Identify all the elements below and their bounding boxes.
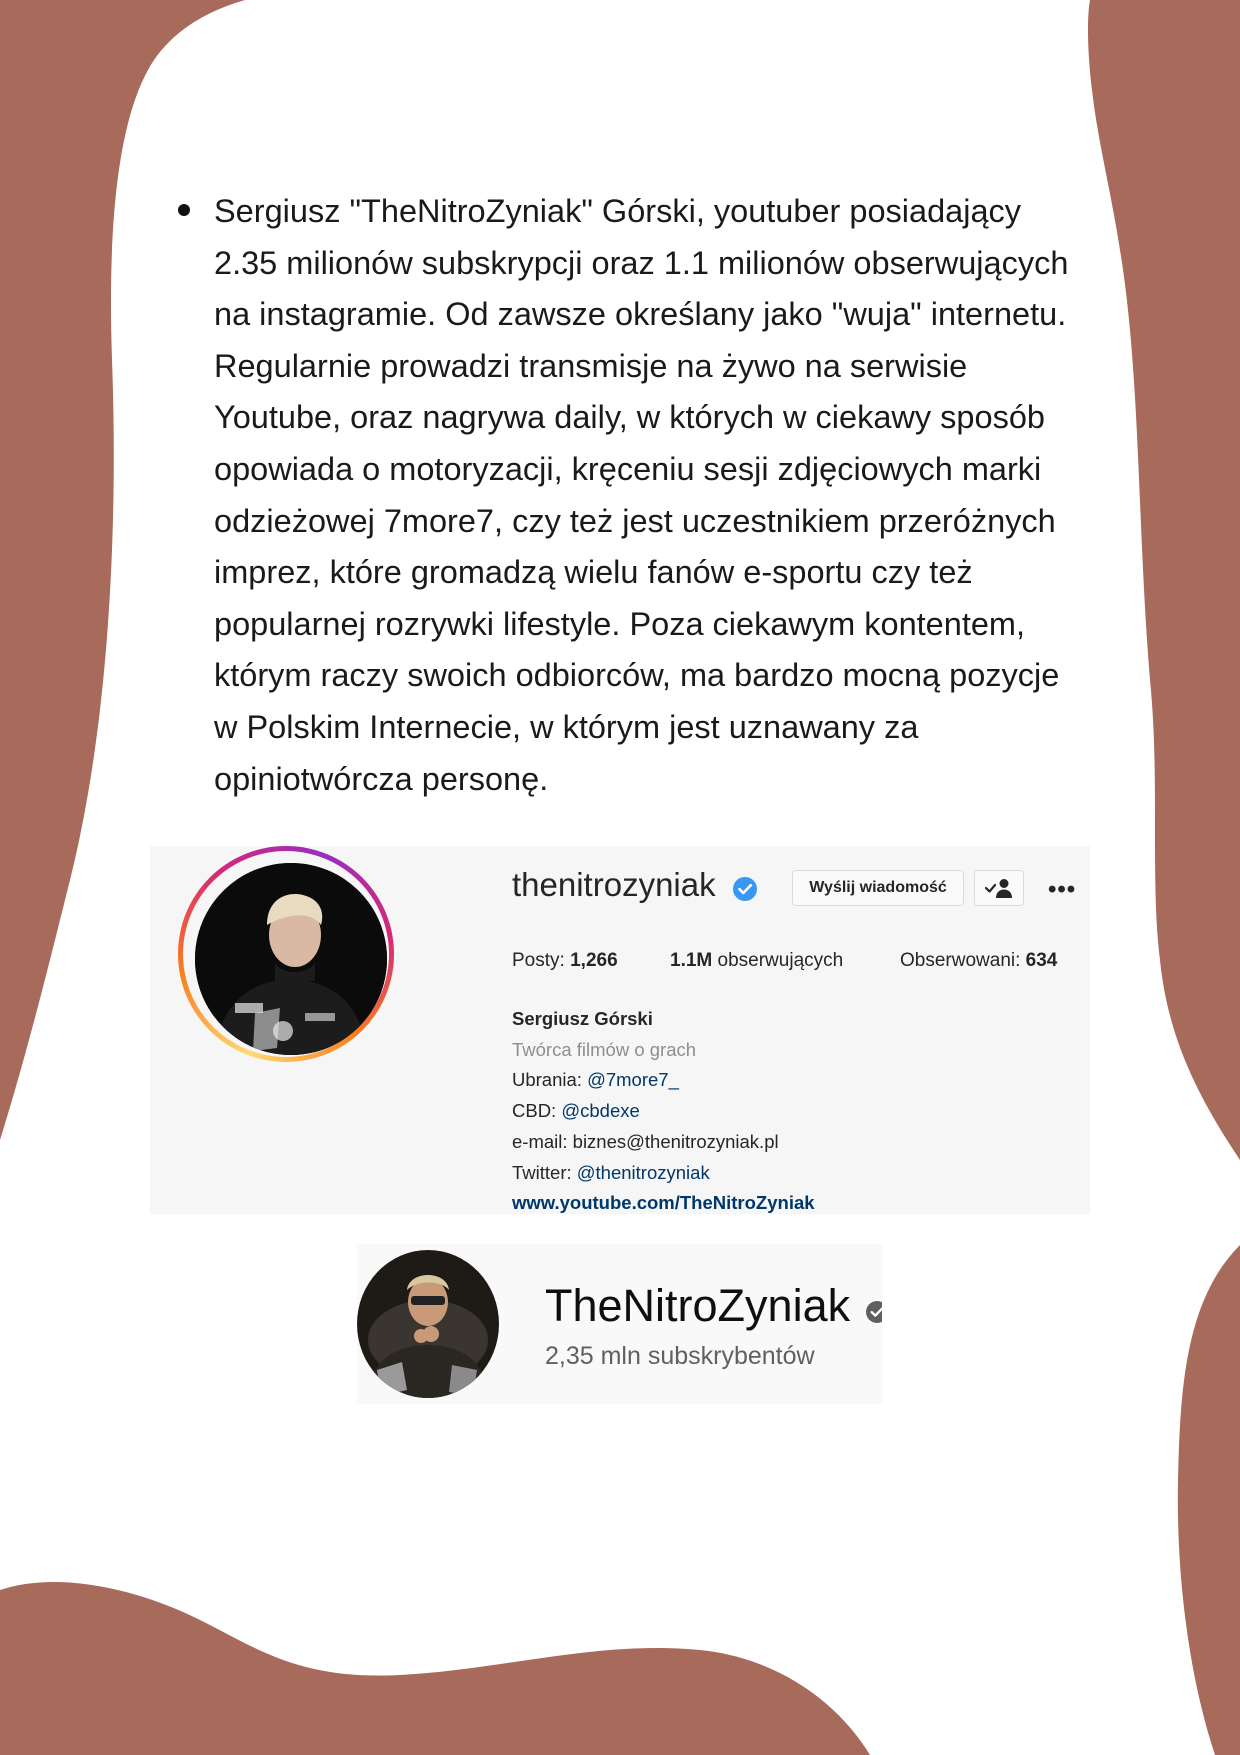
bullet-dot [178,204,190,216]
paragraph-line: odzieżowej 7more7, czy też jest uczestnikiem przeróżnych [214,502,1056,539]
verified-badge-icon [732,876,758,902]
posts-count: Posty: 1,266 [512,950,618,971]
instagram-username: thenitrozyniak [512,866,716,903]
bio-full-name: Sergiusz Górski [512,1008,653,1029]
instagram-avatar[interactable] [195,863,387,1055]
paragraph-line: którym raczy swoich odbiorców, ma bardzo mocną pozycje [214,657,1060,694]
following-count[interactable]: Obserwowani: 634 [900,950,1058,971]
twitter-handle-link[interactable]: @thenitrozyniak [576,1161,710,1183]
instagram-bio [512,1004,1072,1219]
bio-website-link[interactable]: www.youtube.com/TheNitroZyniak [512,1192,815,1214]
clothes-handle-link[interactable]: @7more7_ [587,1069,679,1091]
bullet-paragraph [214,186,1104,805]
paragraph-line: w Polskim Internecie, w którym jest uznawany za [214,708,919,745]
following-button[interactable] [974,870,1024,906]
youtube-channel-card [357,1244,882,1404]
paragraph-line: Sergiusz "TheNitroZyniak" Górski, youtuber posiadający [214,193,1022,229]
paragraph-line: 2.35 milionów subskrypcji oraz 1.1 milionów obserwujących [214,244,1069,281]
youtube-channel-name: TheNitroZyniak [545,1280,851,1331]
paragraph-line: Youtube, oraz nagrywa daily, w których w ciekawy sposób [214,399,1045,436]
youtube-avatar[interactable] [357,1250,499,1398]
bio-cbd-line: CBD: @cbdexe [512,1100,640,1122]
paragraph-line: Regularnie prowadzi transmisje na żywo na serwisie [214,347,968,384]
followers-count[interactable]: 1.1M obserwujących [670,950,844,971]
paragraph-line: opowiada o motoryzacji, kręceniu sesji zdjęciowych marki [214,450,1042,487]
send-message-button[interactable]: Wyślij wiadomość [792,870,964,906]
paragraph-line: na instagramie. Od zawsze określany jako "wuja" internetu. [214,296,1067,333]
more-options-icon[interactable]: ••• [1048,876,1077,903]
bio-email-line: e-mail: biznes@thenitrozyniak.pl [512,1130,779,1152]
bio-twitter-line: Twitter: @thenitrozyniak [512,1161,710,1183]
instagram-story-ring[interactable] [178,846,394,1062]
paragraph-line: popularnej rozrywki lifestyle. Poza ciekawym kontentem, [214,605,1026,642]
youtube-subscriber-count: 2,35 mln subskrybentów [545,1342,815,1370]
cbd-handle-link[interactable]: @cbdexe [561,1100,640,1122]
bio-clothes-line: Ubrania: @7more7_ [512,1069,679,1091]
instagram-profile-card [150,846,1090,1214]
verified-check-icon [865,1300,882,1324]
cartoon-character-image [357,1250,499,1398]
person-in-hoodie-image [195,863,387,1055]
instagram-stats [512,950,1072,976]
paragraph-line: imprez, które gromadzą wielu fanów e-sportu czy też [214,554,973,591]
paragraph-line: opiniotwórcza personę. [214,760,549,797]
user-check-icon [984,877,1014,899]
bio-category: Twórca filmów o grach [512,1038,697,1060]
